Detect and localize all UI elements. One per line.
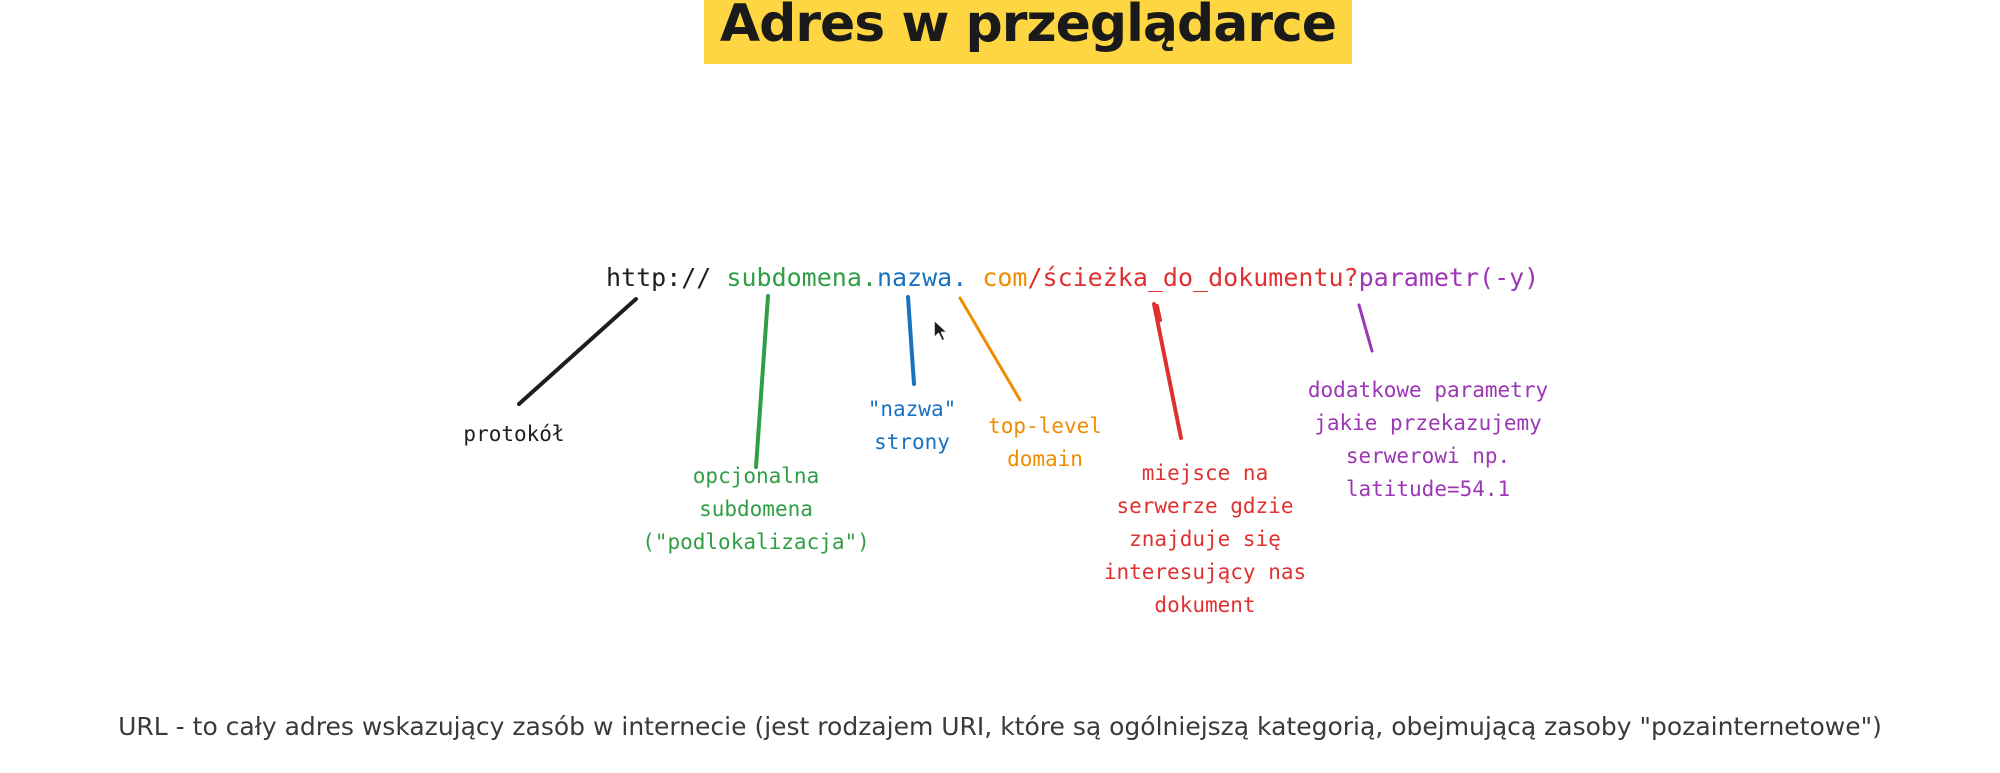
url-subdomain: subdomena. (726, 263, 877, 292)
url-tld: com (982, 263, 1028, 292)
label-protocol: protokół (463, 422, 565, 446)
connector-tld (960, 298, 1020, 400)
url-name: nazwa. (876, 263, 968, 292)
connector-protocol (519, 299, 636, 404)
url-protocol: http:// (606, 263, 712, 292)
mouse-cursor-icon (932, 318, 950, 344)
url-params: parametr(-y) (1358, 263, 1540, 292)
label-path: miejsce na serwerze gdzie znajduje się interesujący nas dokument (1103, 461, 1307, 617)
connector-name (908, 297, 914, 384)
label-name: "nazwa" strony (867, 397, 957, 454)
connector-path (1154, 304, 1181, 438)
footer-note: URL - to cały adres wskazujący zasób w internecie (jest rodzajem URI, które są ogólniejszą kategorią, obejmującą zasoby "pozainternetowe") (118, 712, 1882, 741)
url-path: /ścieżka_do_dokumentu? (1027, 263, 1359, 292)
label-params: dodatkowe parametry jakie przekazujemy serwerowi np. latitude=54.1 (1307, 378, 1549, 501)
connector-subdomain (756, 296, 768, 467)
label-subdomain: opcjonalna subdomena ("podlokalizacja") (642, 464, 870, 554)
page-title: Adres w przeglądarce (719, 0, 1337, 54)
connector-params (1359, 305, 1372, 351)
label-tld: top-level domain (988, 414, 1102, 471)
